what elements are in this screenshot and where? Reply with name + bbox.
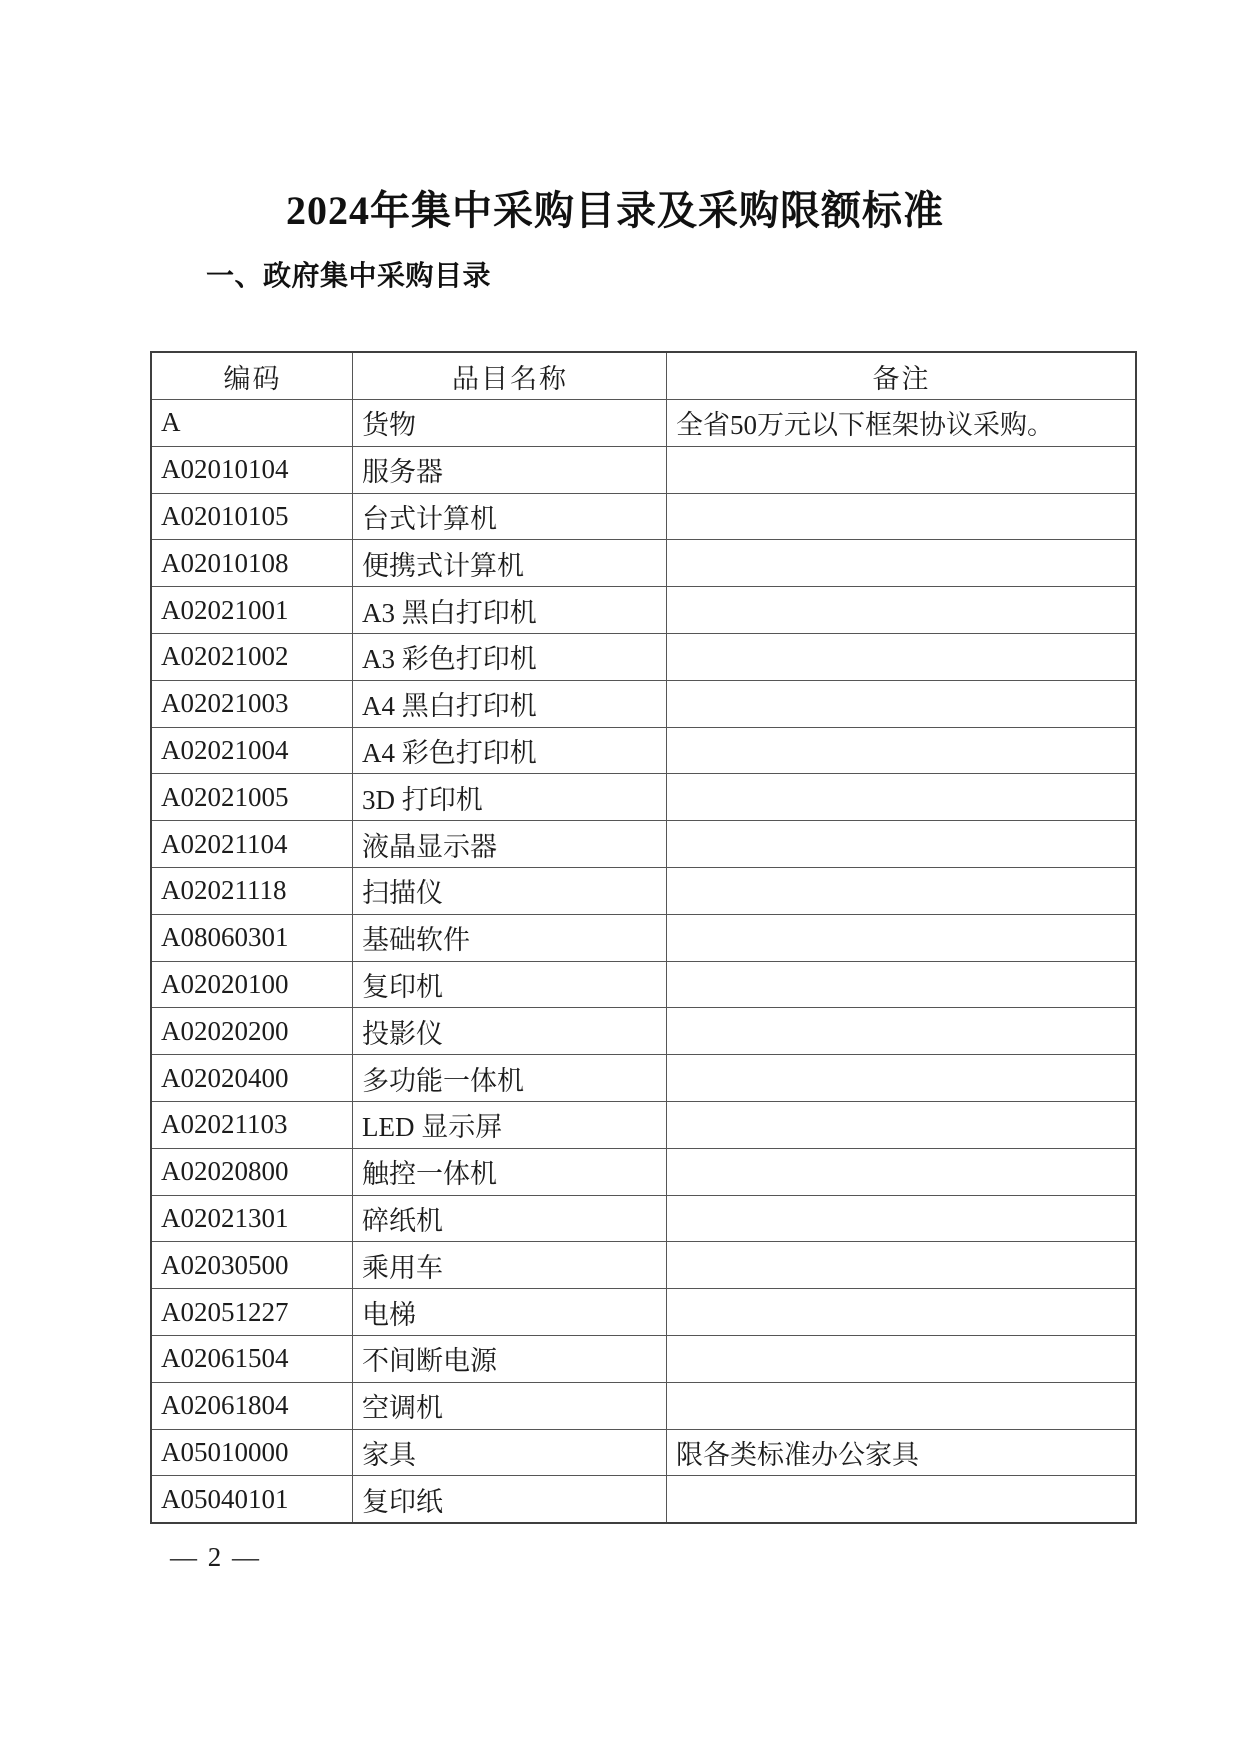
item-remark-cell [667, 1382, 1137, 1429]
table-row [151, 821, 1136, 868]
table-row [151, 727, 1136, 774]
item-code-cell: A02021002 [151, 633, 353, 680]
item-remark-cell: 限各类标准办公家具 [667, 1429, 1137, 1476]
table-row [151, 1289, 1136, 1336]
item-name-cell: 基础软件 [353, 914, 667, 961]
table-row [151, 1148, 1136, 1195]
table-row [151, 1382, 1136, 1429]
item-code-cell: A02021004 [151, 727, 353, 774]
item-name-cell: 服务器 [353, 446, 667, 493]
table-row [151, 1335, 1136, 1382]
item-code-cell: A02020400 [151, 1055, 353, 1102]
table-row [151, 493, 1136, 540]
table-row [151, 961, 1136, 1008]
item-remark-cell [667, 1289, 1137, 1336]
item-remark-cell [667, 1008, 1137, 1055]
item-name-cell: 多功能一体机 [353, 1055, 667, 1102]
item-code-cell: A02051227 [151, 1289, 353, 1336]
item-name-cell: 碎纸机 [353, 1195, 667, 1242]
table-row [151, 1055, 1136, 1102]
item-remark-cell [667, 446, 1137, 493]
item-code-cell: A02021104 [151, 821, 353, 868]
page-number: — 2 — [170, 1542, 261, 1573]
table-row [151, 633, 1136, 680]
item-name-cell: 复印机 [353, 961, 667, 1008]
page-title: 2024年集中采购目录及采购限额标准 [286, 188, 944, 233]
document-page [150, 0, 1080, 1573]
item-name-cell: LED 显示屏 [353, 1101, 667, 1148]
table-row [151, 1195, 1136, 1242]
item-remark-cell [667, 493, 1137, 540]
item-name-cell: 触控一体机 [353, 1148, 667, 1195]
table-row [151, 680, 1136, 727]
item-code-cell: A02061504 [151, 1335, 353, 1382]
item-name-cell: 便携式计算机 [353, 540, 667, 587]
item-remark-cell [667, 1335, 1137, 1382]
item-code-cell: A02010104 [151, 446, 353, 493]
item-code-cell: A02061804 [151, 1382, 353, 1429]
table-row [151, 1476, 1136, 1523]
item-remark-cell [667, 867, 1137, 914]
item-name-cell: 扫描仪 [353, 867, 667, 914]
column-header-code: 编码 [151, 352, 353, 399]
table-row [151, 1429, 1136, 1476]
item-remark-cell [667, 1101, 1137, 1148]
table-row [151, 399, 1136, 446]
item-name-cell: 货物 [353, 399, 667, 446]
table-body [151, 399, 1136, 1523]
table-row [151, 1242, 1136, 1289]
procurement-catalog-table [150, 351, 1137, 1524]
column-header-remark: 备注 [667, 352, 1137, 399]
item-name-cell: 不间断电源 [353, 1335, 667, 1382]
table-row [151, 540, 1136, 587]
item-code-cell: A02030500 [151, 1242, 353, 1289]
section-heading: 一、政府集中采购目录 [206, 260, 492, 291]
item-code-cell: A05010000 [151, 1429, 353, 1476]
item-code-cell: A05040101 [151, 1476, 353, 1523]
item-name-cell: 电梯 [353, 1289, 667, 1336]
item-remark-cell [667, 727, 1137, 774]
table-row [151, 914, 1136, 961]
item-code-cell: A [151, 399, 353, 446]
item-code-cell: A02021005 [151, 774, 353, 821]
item-remark-cell [667, 1148, 1137, 1195]
item-remark-cell [667, 1195, 1137, 1242]
item-name-cell: A3 彩色打印机 [353, 633, 667, 680]
item-name-cell: 投影仪 [353, 1008, 667, 1055]
item-remark-cell [667, 1242, 1137, 1289]
item-code-cell: A02010108 [151, 540, 353, 587]
item-code-cell: A02021118 [151, 867, 353, 914]
item-name-cell: 空调机 [353, 1382, 667, 1429]
item-name-cell: 乘用车 [353, 1242, 667, 1289]
item-code-cell: A02020200 [151, 1008, 353, 1055]
item-code-cell: A02021001 [151, 587, 353, 634]
item-remark-cell: 全省50万元以下框架协议采购。 [667, 399, 1137, 446]
table-header [151, 352, 1136, 399]
item-code-cell: A02010105 [151, 493, 353, 540]
item-name-cell: 3D 打印机 [353, 774, 667, 821]
item-remark-cell [667, 680, 1137, 727]
table-row [151, 1101, 1136, 1148]
item-remark-cell [667, 587, 1137, 634]
table-row [151, 587, 1136, 634]
item-remark-cell [667, 774, 1137, 821]
item-code-cell: A02021301 [151, 1195, 353, 1242]
table-row [151, 446, 1136, 493]
item-name-cell: 家具 [353, 1429, 667, 1476]
table-row [151, 774, 1136, 821]
item-name-cell: A4 黑白打印机 [353, 680, 667, 727]
column-header-name: 品目名称 [353, 352, 667, 399]
item-name-cell: 复印纸 [353, 1476, 667, 1523]
table-header-row [151, 352, 1136, 399]
item-code-cell: A02021103 [151, 1101, 353, 1148]
item-name-cell: 液晶显示器 [353, 821, 667, 868]
item-code-cell: A08060301 [151, 914, 353, 961]
item-remark-cell [667, 914, 1137, 961]
item-code-cell: A02021003 [151, 680, 353, 727]
item-remark-cell [667, 633, 1137, 680]
item-code-cell: A02020800 [151, 1148, 353, 1195]
table-row [151, 1008, 1136, 1055]
item-name-cell: 台式计算机 [353, 493, 667, 540]
item-remark-cell [667, 821, 1137, 868]
item-remark-cell [667, 961, 1137, 1008]
item-remark-cell [667, 1055, 1137, 1102]
item-remark-cell [667, 1476, 1137, 1523]
item-name-cell: A3 黑白打印机 [353, 587, 667, 634]
item-remark-cell [667, 540, 1137, 587]
item-name-cell: A4 彩色打印机 [353, 727, 667, 774]
item-code-cell: A02020100 [151, 961, 353, 1008]
table-row [151, 867, 1136, 914]
